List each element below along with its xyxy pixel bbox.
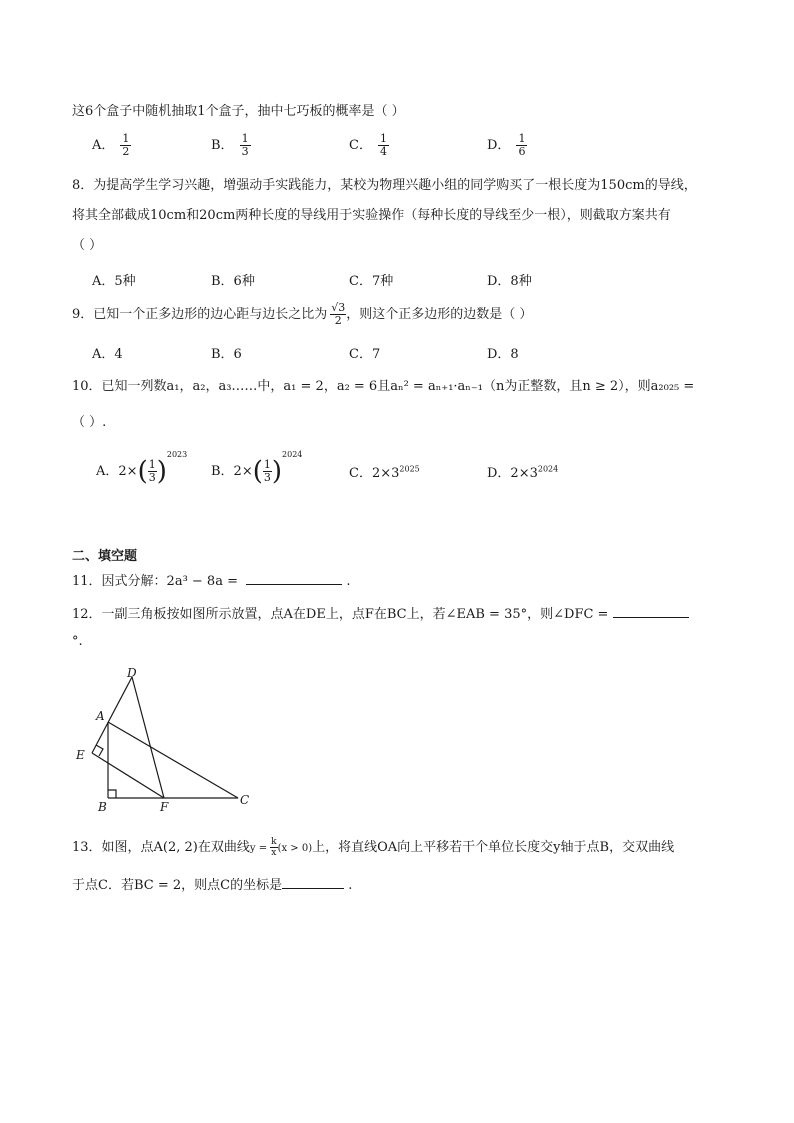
q8-option-b: B．6种 (211, 274, 255, 289)
q7-option-c: C． $\frac{1}{4}$ (349, 132, 387, 158)
point-label-f: F (160, 800, 169, 814)
point-label-a: A (96, 709, 105, 723)
q10-option-a: A．2×( $\frac{1}{3}$ )$^{2023}$ (96, 450, 188, 487)
q9-stem: 9．已知一个正多边形的边心距与边长之比为 $\frac{√3}{2}$ ，则这个正多边形的边数是（ ） (72, 301, 533, 327)
point-label-e: E (76, 748, 85, 762)
q11-answer-blank[interactable] (246, 570, 342, 585)
q7-option-d: D． $\frac{1}{6}$ (487, 132, 526, 158)
right-angle-mark-b (108, 790, 116, 798)
point-label-b: B (98, 800, 107, 814)
q11-stem: 11．因式分解：2a³ − 8a = . (72, 570, 351, 591)
q12-line-2: °. (72, 634, 83, 649)
q10-option-d: D．$2\times 3^{2024}$ (487, 464, 559, 481)
q9-option-c: C．7 (349, 347, 381, 362)
q12-line-1: 12．一副三角板按如图所示放置，点A在DE上，点F在BC上，若∠EAB = 35°，则∠DFC = (72, 603, 689, 624)
q10-line-1: 10．已知一列数a₁，a₂，a₃……中，a₁ = 2，a₂ = 6且aₙ² = aₙ₊₁·aₙ₋₁（n为正整数，且n ≥ 2），则a₂₀₂₅ = (72, 379, 695, 394)
q12-answer-blank[interactable] (613, 603, 689, 618)
line-df (132, 677, 164, 798)
q7-stem: 这6个盒子中随机抽取1个盒子，抽中七巧板的概率是（ ） (72, 104, 405, 119)
point-label-c: C (240, 793, 250, 807)
q7-option-b: B． $\frac{1}{3}$ (211, 132, 249, 158)
q8-line-2: 将其全部截成10cm和20cm两种长度的导线用于实验操作（每种长度的导线至少一根），则截取方案共有 (72, 208, 671, 223)
q10-line-2: （ ）. (72, 415, 107, 430)
line-ef (92, 753, 164, 798)
q9-option-a: A．4 (92, 347, 123, 362)
q13-answer-blank[interactable] (282, 874, 344, 889)
line-ac (108, 722, 238, 798)
q8-option-d: D．8种 (487, 274, 532, 289)
q13-line-1: 13．如图，点A(2, 2)在双曲线y = $\frac{k}{x}$ (x > 0)上，将直线OA向上平移若干个单位长度交y轴于点B，交双曲线 (72, 837, 675, 858)
q7-option-a: A． $\frac{1}{2}$ (92, 132, 130, 158)
right-angle-mark-e (96, 745, 103, 756)
q10-option-b: B．2×( $\frac{1}{3}$ )$^{2024}$ (211, 450, 303, 487)
q9-option-b: B．6 (211, 347, 242, 362)
q10-option-c: C．$2\times 3^{2025}$ (349, 464, 420, 481)
q12-triangle-figure (70, 665, 270, 815)
point-label-d: D (127, 666, 137, 680)
section-heading-fill-in: 二、填空题 (72, 549, 138, 564)
q8-option-a: A．5种 (92, 274, 136, 289)
q8-line-3: （ ） (72, 238, 103, 253)
q9-option-d: D．8 (487, 347, 519, 362)
q13-line-2: 于点C．若BC = 2，则点C的坐标是 . (72, 874, 352, 895)
q8-option-c: C．7种 (349, 274, 394, 289)
q8-line-1: 8．为提高学生学习兴趣，增强动手实践能力，某校为物理兴趣小组的同学购买了一根长度为150cm的导线， (72, 178, 697, 193)
